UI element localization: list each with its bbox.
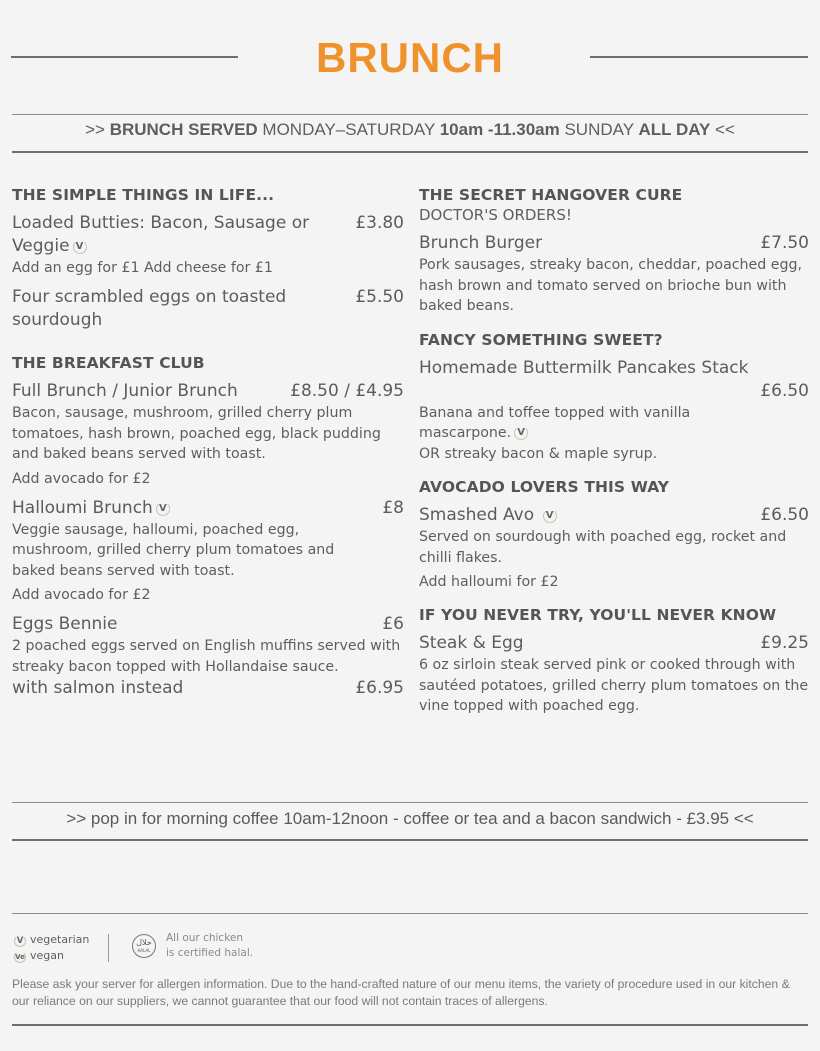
coffee-rule-bottom <box>12 839 808 841</box>
item-description: Served on sourdough with poached egg, rocket and chilli flakes. <box>419 529 787 566</box>
banner-all-day: ALL DAY <box>638 120 711 139</box>
section-never-try <box>419 606 809 717</box>
vegetarian-icon: V <box>73 240 87 254</box>
banner-prefix: >> <box>85 120 110 139</box>
section-breakfast-club <box>12 354 404 700</box>
section-title: THE SIMPLE THINGS IN LIFE... <box>12 186 275 204</box>
item-name: Smashed Avo <box>419 505 535 525</box>
footer-rule-bottom <box>12 1024 808 1026</box>
served-rule-top <box>12 114 808 115</box>
section-subtitle: DOCTOR'S ORDERS! <box>419 206 572 224</box>
diet-legend <box>14 932 89 964</box>
item-price: £6.50 <box>760 505 809 525</box>
section-avocado-lovers <box>419 478 809 592</box>
item-price: £9.25 <box>760 633 809 653</box>
banner-sunday: SUNDAY <box>559 120 639 139</box>
item-addon: Add avocado for £2 <box>12 587 151 603</box>
item-name: Steak & Egg <box>419 633 524 653</box>
halal-icon-label: HALAL <box>137 948 151 953</box>
banner-hours: 10am -11.30am <box>439 120 560 139</box>
page-title: BRUNCH <box>316 34 504 81</box>
item-name: Halloumi Brunch <box>12 497 153 518</box>
item-price: £8 <box>382 497 404 518</box>
left-column <box>12 186 404 714</box>
item-price: £3.80 <box>355 213 404 233</box>
halal-line-2: is certified halal. <box>166 947 254 959</box>
menu-item-pancakes <box>419 357 809 465</box>
menu-item-scrambled-eggs <box>12 286 404 332</box>
item-name: Eggs Bennie <box>12 614 118 634</box>
menu-item-smashed-avo <box>419 504 809 592</box>
legend-label: vegan <box>30 949 64 962</box>
item-name: Full Brunch / Junior Brunch <box>12 381 238 401</box>
item-name: Homemade Buttermilk Pancakes Stack <box>419 357 749 378</box>
section-title: FANCY SOMETHING SWEET? <box>419 330 663 349</box>
vegan-icon: Ve <box>15 953 25 961</box>
right-column <box>419 186 809 731</box>
allergen-notice: Please ask your server for allergen information. Due to the hand-crafted nature of our menu items, the variety of procedure used in our kitchen & our reliance on our suppliers, we cannot guarantee that our food will not contain traces of allergens. <box>12 977 790 1008</box>
item-name: Brunch Burger <box>419 233 543 253</box>
halal-icon-arabic: حلال <box>136 938 152 947</box>
menu-item-loaded-butties <box>12 212 404 278</box>
vegetarian-icon: V <box>14 935 26 947</box>
item-price: £5.50 <box>355 287 404 307</box>
section-simple-things <box>12 186 404 332</box>
item-name: Four scrambled eggs on toasted sourdough <box>12 287 287 330</box>
item-addon: Add halloumi for £2 <box>419 574 559 590</box>
section-something-sweet <box>419 331 809 465</box>
legend-label: vegetarian <box>30 933 90 946</box>
item-description: Pork sausages, streaky bacon, cheddar, poached egg, hash brown and tomato served on brioche bun with baked beans. <box>419 257 803 314</box>
item-description: 2 poached eggs served on English muffins served with streaky bacon topped with Hollandaise sauce. <box>12 638 401 675</box>
section-hangover-cure <box>419 186 809 317</box>
legend-divider <box>108 934 109 962</box>
served-rule-bottom <box>12 151 808 153</box>
item-price: £6.50 <box>760 380 809 401</box>
menu-item-salmon-option <box>12 677 404 700</box>
coffee-banner: >> pop in for morning coffee 10am-12noon - coffee or tea and a bacon sandwich - £3.95 << <box>66 809 754 828</box>
menu-item-steak-egg <box>419 632 809 717</box>
item-price: £6 <box>382 614 404 634</box>
item-description: Bacon, sausage, mushroom, grilled cherry plum tomatoes, hash brown, poached egg, black pudding and baked beans served with toast. <box>12 405 381 462</box>
menu-item-full-brunch <box>12 380 404 489</box>
legend-vegan <box>14 948 89 964</box>
halal-note <box>166 931 253 961</box>
legend-vegetarian <box>14 932 89 948</box>
halal-icon <box>132 934 156 958</box>
section-title: IF YOU NEVER TRY, YOU'LL NEVER KNOW <box>419 606 777 624</box>
menu-item-brunch-burger <box>419 232 809 317</box>
item-name: Loaded Butties: Bacon, Sausage or Veggie <box>12 213 310 256</box>
item-description: Veggie sausage, halloumi, poached egg, mushroom, grilled cherry plum tomatoes and baked beans served with toast. <box>12 521 335 579</box>
banner-suffix: << <box>710 120 735 139</box>
item-name: with salmon instead <box>12 678 184 698</box>
item-addon: Add avocado for £2 <box>12 470 151 487</box>
menu-item-halloumi-brunch <box>12 497 404 606</box>
section-title: AVOCADO LOVERS THIS WAY <box>419 478 670 496</box>
vegetarian-icon: V <box>156 502 170 516</box>
brunch-served-banner <box>12 120 808 140</box>
item-price: £6.95 <box>355 678 404 698</box>
vegetarian-icon: V <box>543 509 557 523</box>
coffee-rule-top <box>12 802 808 803</box>
item-price: £7.50 <box>760 233 809 253</box>
footer-rule-top <box>12 913 808 914</box>
vegetarian-icon: V <box>514 426 528 440</box>
item-addon: Add an egg for £1 Add cheese for £1 <box>12 260 273 276</box>
item-description-alt: OR streaky bacon & maple syrup. <box>419 445 658 462</box>
menu-item-eggs-bennie <box>12 613 404 677</box>
section-title: THE SECRET HANGOVER CURE <box>419 186 683 204</box>
banner-days: MONDAY–SATURDAY <box>257 120 440 139</box>
banner-bold-served: BRUNCH SERVED <box>109 120 258 139</box>
item-description: 6 oz sirloin steak served pink or cooked through with sautéed potatoes, grilled cherry plum tomatoes on the vine topped with poached egg. <box>419 657 809 714</box>
item-price: £8.50 / £4.95 <box>290 381 404 401</box>
halal-line-1: All our chicken <box>166 932 244 944</box>
section-title: THE BREAKFAST CLUB <box>12 354 205 372</box>
item-description: Banana and toffee topped with vanilla mascarpone. <box>419 404 691 441</box>
